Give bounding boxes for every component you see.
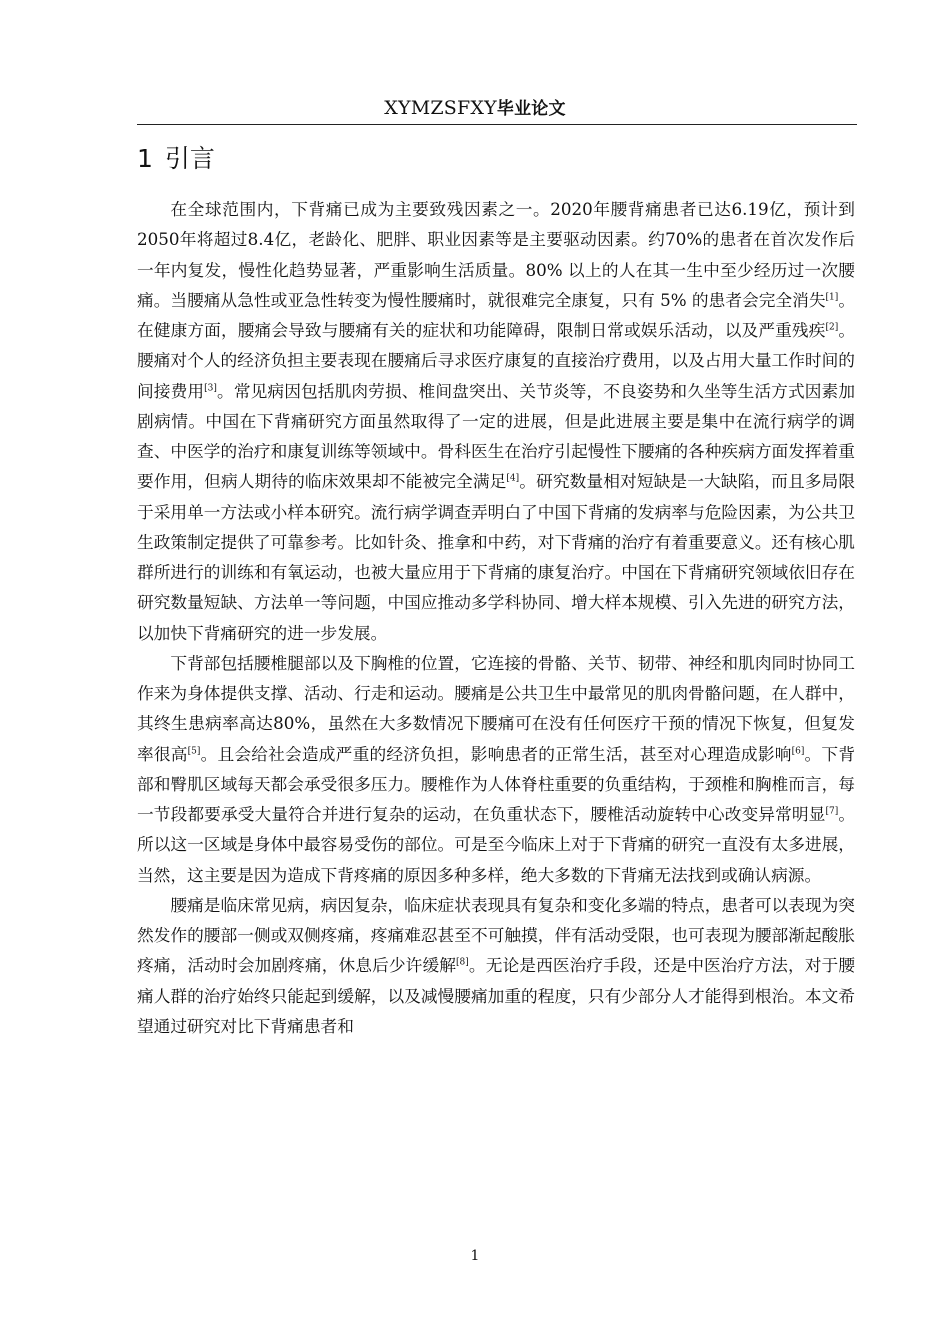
paragraph-text: 。所以这一区域是身体中最容易受伤的部位。可是至今临床上对于下背痛的研究一直没有太多进展，当然，这主要是因为造成下背疼痛的原因多种多样，绝大多数的下背痛无法找到或确认病源。 (137, 804, 856, 885)
citation-ref: [6] (791, 745, 805, 756)
citation-ref: [7] (825, 806, 839, 817)
header-title-suffix: 毕业论文 (496, 99, 566, 119)
paragraph-text: 。研究数量相对短缺是一大缺陷，而且多局限于采用单一方法或小样本研究。流行病学调查弄明白了中国下背痛的发病率与危险因素，为公共卫生政策制定提供了可靠参考。比如针灸、推拿和中药，对下背痛的治疗有着重要意义。还有核心肌群所进行的训练和有氧运动，也被大量应用于下背痛的康复治疗。中国在下背痛研究领域依旧存在研究数量短缺、方法单一等问题，中国应推动多学科协同、增大样本规模、引入先进的研究方法，以加快下背痛研究的进一步发展。 (137, 471, 856, 643)
citation-ref: [4] (506, 473, 520, 484)
paragraph-2 (137, 648, 855, 890)
paragraph-text: 。腰痛对个人的经济负担主要表现在腰痛后寻求医疗康复的直接治疗费用，以及占用大量工作时间的间接费用 (137, 320, 856, 401)
chapter-heading (137, 140, 215, 178)
paragraph-text: 下背部包括腰椎腿部以及下胸椎的位置，它连接的骨骼、关节、韧带、神经和肌肉同时协同工作来为身体提供支撑、活动、行走和运动。腰痛是公共卫生中最常见的肌肉骨骼问题，在人群中，其终生患病率高达80%，虽然在大多数情况下腰痛可在没有任何医疗干预的情况下恢复，但复发率很高 (137, 652, 855, 764)
paragraph-text: 。常见病因包括肌肉劳损、椎间盘突出、关节炎等，不良姿势和久坐等生活方式因素加剧病情。中国在下背痛研究方面虽然取得了一定的进展，但是此进展主要是集中在流行病学的调查、中医学的治疗和康复训练等领域中。骨科医生在治疗引起慢性下腰痛的各种疾病方面发挥着重要作用，但病人期待的临床效果却不能被完全满足 (137, 380, 856, 492)
paragraph-1 (137, 194, 855, 648)
paragraph-text: 在全球范围内，下背痛已成为主要致残因素之一。2020年腰背痛患者已达6.19亿，预计到2050年将超过8.4亿，老龄化、肥胖、职业因素等是主要驱动因素。约70%的患者在首次发作后一年内复发，慢性化趋势显著，严重影响生活质量。80% 以上的人在其一生中至少经历过一次腰痛。当腰痛从急性或亚急性转变为慢性腰痛时，就很难完全康复，只有 5% 的患者会完全消失 (137, 199, 855, 310)
paragraph-3 (137, 890, 855, 1041)
paragraph-text: 。且会给社会造成严重的经济负担，影响患者的正常生活，甚至对心理造成影响 (200, 743, 792, 764)
citation-ref: [3] (204, 382, 217, 393)
citation-ref: [5] (187, 745, 201, 756)
paragraph-text: 。在健康方面，腰痛会导致与腰痛有关的症状和功能障碍，限制日常或娱乐活动，以及严重残疾 (137, 289, 855, 340)
paragraph-text: 腰痛是临床常见病，病因复杂，临床症状表现具有复杂和变化多端的特点，患者可以表现为突然发作的腰部一侧或双侧疼痛，疼痛难忍甚至不可触摸，伴有活动受限，也可表现为腰部渐起酸胀疼痛，活动时会加剧疼痛，休息后少许缓解 (137, 894, 855, 976)
header-rule (137, 124, 857, 125)
chapter-number: 1 (137, 144, 153, 173)
body-text (137, 194, 855, 1041)
chapter-title: 引言 (164, 144, 215, 173)
running-header (0, 95, 950, 122)
citation-ref: [2] (825, 322, 839, 333)
header-title-prefix: XYMZSFXY (384, 97, 497, 119)
citation-ref: [8] (456, 957, 469, 968)
page-number: 1 (470, 1248, 480, 1264)
paragraph-text: 。下背部和臀肌区域每天都会承受很多压力。腰椎作为人体脊柱重要的负重结构，于颈椎和胸椎而言，每一节段都要承受大量符合并进行复杂的运动，在负重状态下，腰椎活动旋转中心改变异常明显 (137, 743, 856, 824)
paragraph-text: 。无论是西医治疗手段，还是中医治疗方法，对于腰痛人群的治疗始终只能起到缓解，以及减慢腰痛加重的程度，只有少部分人才能得到根治。本文希望通过研究对比下背痛患者和 (137, 955, 856, 1036)
citation-ref: [1] (825, 292, 839, 303)
